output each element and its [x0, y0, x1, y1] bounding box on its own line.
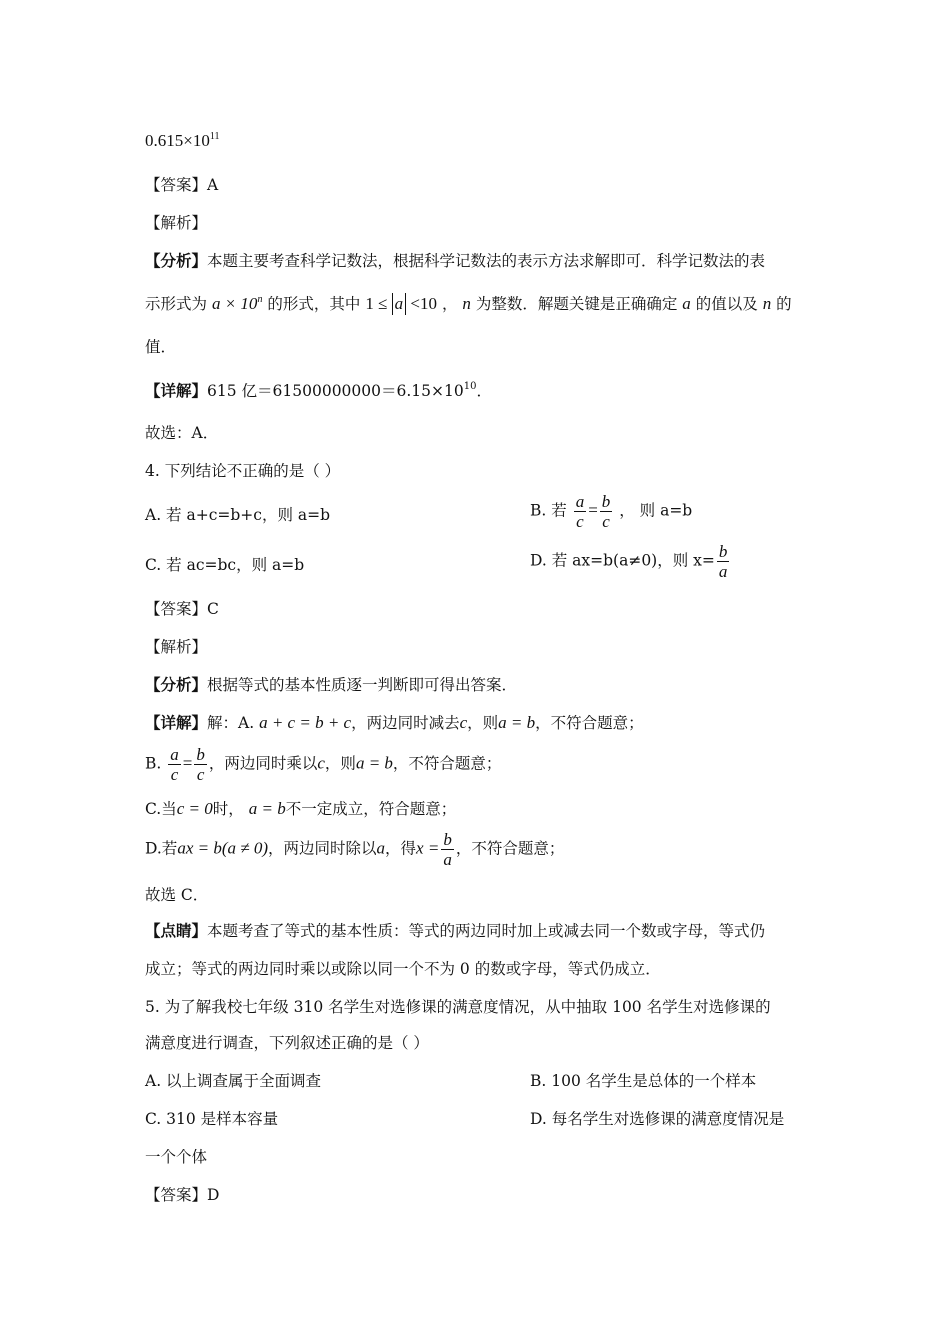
eq-c-zero: c = 0	[176, 799, 213, 818]
q3-xiangjie-label: 【详解】	[145, 381, 208, 400]
q4-option-b-pre: B. 若	[530, 501, 567, 520]
q4-c-pre: C.当	[145, 800, 177, 818]
frac-num: b	[443, 830, 452, 849]
q4-option-d-pre: D. 若 ax=b(a≠0)，则 x=	[530, 551, 715, 570]
frac-den: c	[170, 765, 179, 784]
q4-a-pre: 解：A.	[207, 714, 255, 732]
q3-fenxi-2e: 的值以及	[695, 295, 758, 313]
q4-a-then: ，则	[467, 714, 499, 732]
q4-answer: 【答案】C	[145, 600, 219, 618]
header-expression	[145, 131, 219, 151]
q4-b-mid: ，两边同时乘以	[208, 754, 318, 773]
q5-answer: 【答案】D	[145, 1186, 220, 1204]
q4-c-mid: 时，	[212, 800, 244, 818]
q4-option-d	[530, 542, 731, 581]
eq-ax-b: ax = b	[177, 838, 222, 858]
q5-option-d-line2: 一个个体	[145, 1148, 208, 1166]
q4-xiangjie-c	[145, 799, 456, 819]
q4-fenxi	[145, 675, 517, 695]
frac-num: b	[196, 745, 205, 764]
q4-option-b-post: ， 则 a=b	[619, 501, 693, 520]
q3-fenxi-2b: 的形式，其中	[267, 295, 361, 313]
q3-answer: 【答案】A	[145, 176, 219, 194]
q5-option-c: C. 310 是样本容量	[145, 1110, 279, 1128]
q4-d-end: ，不符合题意；	[455, 839, 565, 858]
fraction-b-over-c	[194, 745, 207, 784]
q4-b-then: ，则	[324, 754, 356, 773]
var-c: c	[459, 713, 468, 732]
fraction-a-over-c	[168, 745, 181, 784]
fraction-b-over-a	[441, 830, 454, 869]
eq-a-ne-0: (a ≠ 0)	[221, 838, 268, 858]
q4-option-a: A. 若 a+c=b+c，则 a=b	[145, 506, 331, 524]
frac-num: a	[170, 745, 179, 764]
q3-fenxi-line3: 值．	[145, 338, 177, 356]
q3-jiexi: 【解析】	[145, 214, 208, 232]
q3-xiangjie-end: ．	[476, 382, 492, 400]
q5-stem-line2: 满意度进行调查，下列叙述正确的是（ ）	[145, 1034, 429, 1052]
q4-a-end: ，不符合题意；	[535, 714, 644, 732]
frac-den: c	[196, 765, 205, 784]
q3-xiangjie	[145, 381, 492, 401]
var-a: a	[376, 838, 386, 858]
frac-num: b	[601, 492, 611, 511]
frac-den: a	[443, 850, 452, 869]
q5-option-d-line1: D. 每名学生对选修课的满意度情况是	[530, 1110, 785, 1128]
range-right: <10	[406, 294, 438, 313]
eq-a-equals-b: a = b	[355, 753, 393, 773]
q4-option-c: C. 若 ac=bc，则 a=b	[145, 556, 305, 574]
q4-dianjing-line2: 成立；等式的两边同时乘以或除以同一个不为 0 的数或字母，等式仍成立．	[145, 960, 661, 978]
q4-option-b: B. 若 $\frac{a}{c}$ = $\frac{b}{c}$ ， 则 a=b	[530, 492, 693, 531]
fraction-b-over-a	[717, 542, 730, 581]
q4-xiangjie-label: 【详解】	[145, 713, 208, 732]
var-n: n	[462, 294, 471, 313]
q3-conclusion: 故选：A．	[145, 424, 219, 442]
frac-den: a	[718, 562, 728, 581]
header-base: 0.615×10	[145, 131, 210, 150]
q4-xiangjie-d	[145, 830, 564, 869]
var-a: a	[682, 294, 691, 313]
var-n-2: n	[762, 294, 772, 313]
q4-conclusion: 故选 C．	[145, 886, 209, 904]
q3-fenxi-2f: 的	[776, 295, 792, 313]
eq-a-equals-b: a = b	[498, 713, 536, 732]
frac-num: b	[718, 542, 728, 561]
q3-fenxi-2a: 示形式为	[145, 295, 208, 313]
q4-a-mid: ，两边同时减去	[351, 714, 460, 732]
fraction-b-over-c	[600, 492, 613, 531]
q4-dianjing-text1: 本题考查了等式的基本性质：等式的两边同时加上或减去同一个数或字母，等式仍	[207, 922, 766, 940]
q5-option-b: B. 100 名学生是总体的一个样本	[530, 1072, 757, 1090]
sci-form	[212, 294, 262, 313]
q4-fenxi-label: 【分析】	[145, 675, 208, 694]
sci-form-base: a × 10	[211, 294, 258, 313]
q4-d-mid: ，两边同时除以	[268, 839, 377, 858]
q4-stem: 4. 下列结论不正确的是（ ）	[145, 462, 341, 480]
q3-fenxi-text1: 本题主要考查科学记数法，根据科学记数法的表示方法求解即可．科学记数法的表	[207, 252, 766, 270]
q3-fenxi-line2	[145, 293, 792, 315]
q3-xiangjie-text: 615 亿＝61500000000＝6.15×10	[207, 382, 464, 400]
eq-x-equals: x =	[416, 838, 440, 858]
q3-fenxi-2d: 为整数．解题关键是正确确定	[475, 295, 678, 313]
q4-xiangjie-b: B. $\frac{a}{c}$ = $\frac{b}{c}$ ，两边同时乘以c，则a = b，不符合题意；	[145, 745, 502, 784]
q4-b-pre: B.	[145, 754, 162, 773]
q3-fenxi-2c: ，	[441, 295, 458, 313]
sci-form-exp: n	[257, 294, 263, 305]
frac-den: c	[576, 512, 584, 531]
abs-a: a	[392, 293, 407, 315]
eq-a-plus-c: a + c = b + c	[259, 713, 352, 732]
q4-dianjing-line1	[145, 921, 765, 941]
q3-fenxi-line1	[145, 251, 765, 271]
q4-d-then: ，得	[385, 839, 417, 858]
q4-xiangjie-a	[145, 713, 644, 733]
frac-den: c	[602, 512, 610, 531]
eq-a-equals-b: a = b	[248, 799, 286, 818]
frac-num: a	[575, 492, 585, 511]
q5-stem-line1: 5. 为了解我校七年级 310 名学生对选修课的满意度情况，从中抽取 100 名学生对选修课的	[145, 998, 771, 1016]
q4-b-end: ，不符合题意；	[392, 754, 502, 773]
range-left: 1 ≤	[365, 294, 392, 313]
q4-jiexi: 【解析】	[145, 638, 208, 656]
q3-fenxi-label: 【分析】	[145, 251, 208, 270]
q4-fenxi-text: 根据等式的基本性质逐一判断即可得出答案．	[207, 676, 518, 694]
fraction-a-over-c	[574, 492, 587, 531]
q4-d-pre: D.若	[145, 839, 178, 858]
range-expression	[365, 294, 437, 313]
q3-xiangjie-exp: 10	[463, 381, 477, 392]
q4-dianjing-label: 【点睛】	[145, 921, 208, 940]
header-exponent: 11	[209, 131, 220, 142]
var-c: c	[317, 753, 325, 773]
q4-c-end: 不一定成立，符合题意；	[285, 800, 457, 818]
q5-option-a: A. 以上调查属于全面调查	[145, 1072, 322, 1090]
